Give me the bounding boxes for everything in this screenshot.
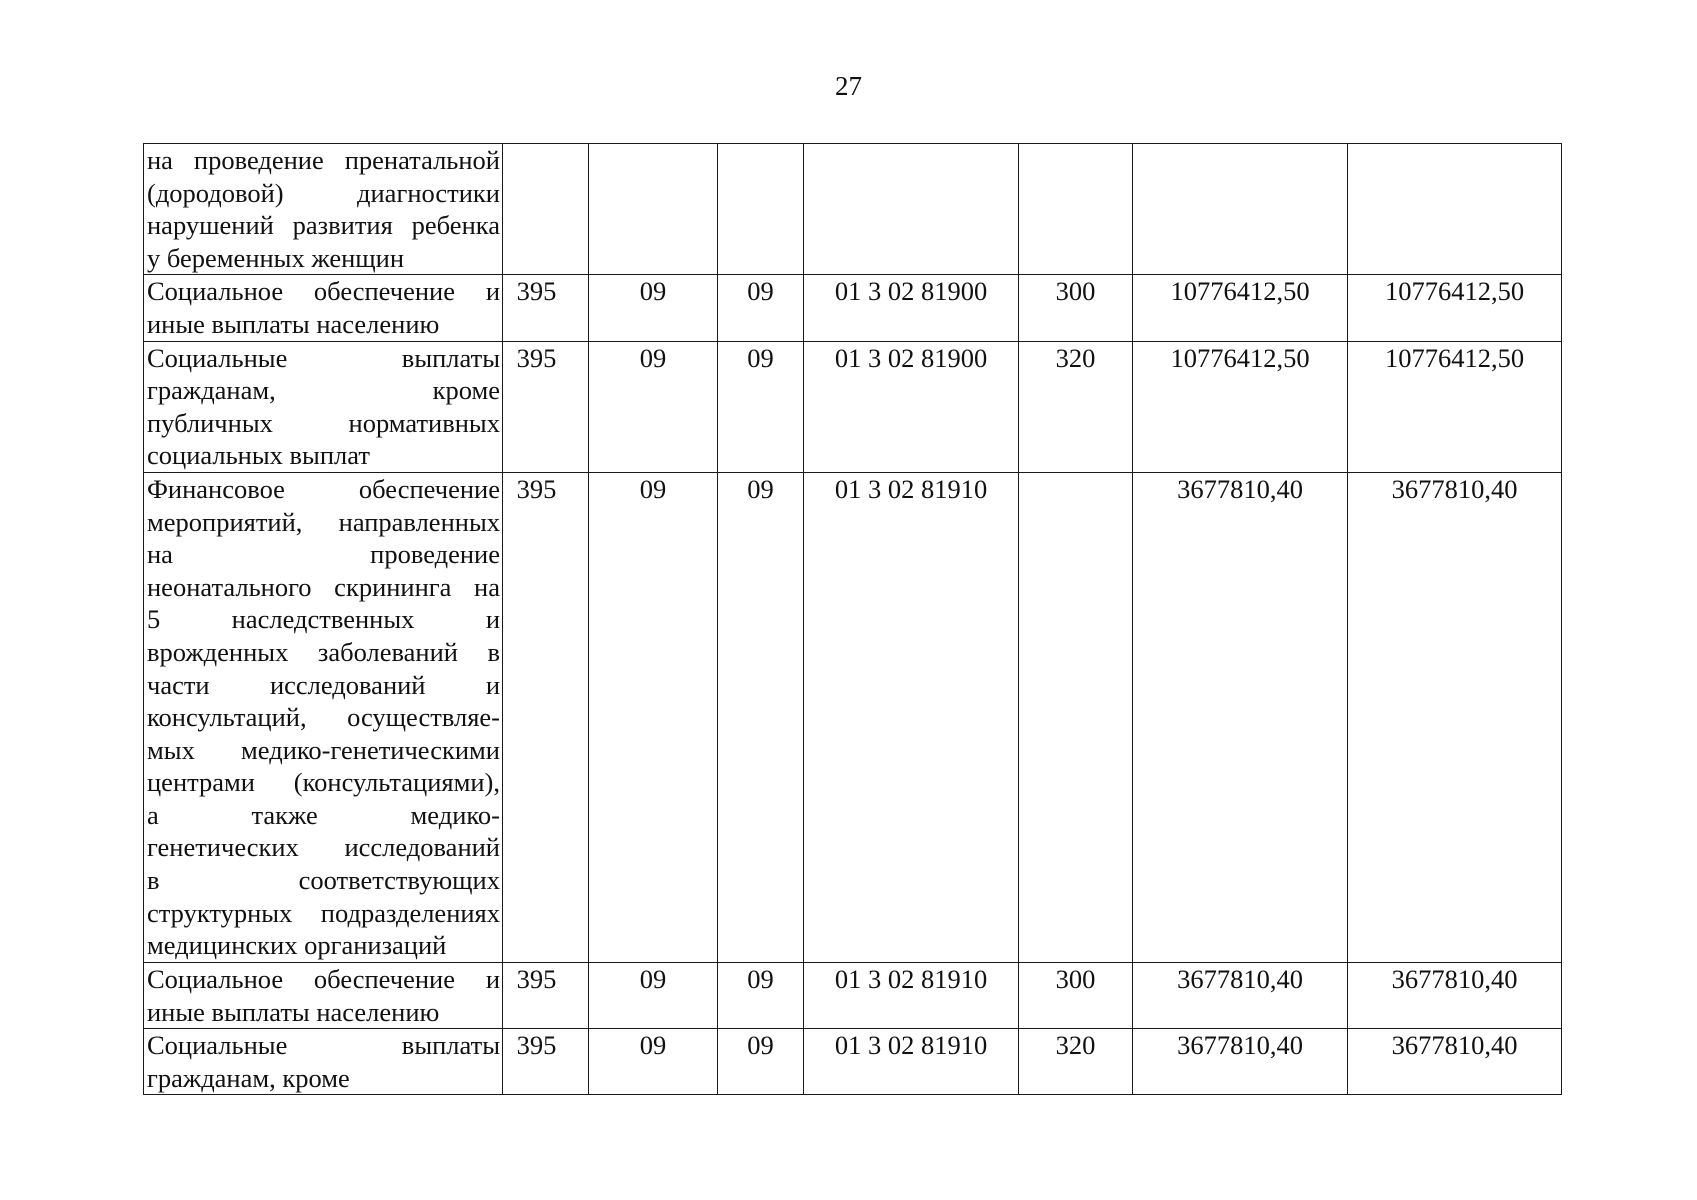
- table-row: [144, 1029, 1562, 1095]
- description-line: 5 наследственных и: [147, 604, 500, 635]
- description-line: неонатального скрининга на: [147, 571, 500, 602]
- target-article-cell: 01 3 02 81910: [804, 1029, 1019, 1095]
- expense-type-cell: [1019, 472, 1133, 962]
- amount-year2-cell: 10776412,50: [1348, 341, 1562, 472]
- description-line: иные выплаты населению: [147, 996, 440, 1027]
- table-row: [144, 275, 1562, 341]
- subsection-code-cell: [718, 144, 804, 275]
- description-line: на проведение пренатальной: [147, 145, 500, 175]
- description-line: генетических исследований: [147, 832, 500, 863]
- description-line: структурных подразделениях: [147, 897, 500, 928]
- amount-year1-cell: [1133, 144, 1348, 275]
- expense-type-cell: 300: [1019, 275, 1133, 341]
- page-number: 27: [835, 71, 862, 101]
- description-line: а также медико-: [147, 799, 500, 830]
- description-line: Социальные выплаты: [147, 1030, 500, 1061]
- expense-type-cell: 320: [1019, 1029, 1133, 1095]
- section-code-cell: 09: [589, 472, 718, 962]
- description-line: гражданам, кроме: [147, 1062, 350, 1093]
- row-description: [144, 275, 503, 341]
- row-description: [144, 144, 503, 275]
- amount-year2-cell: 10776412,50: [1348, 275, 1562, 341]
- description-line: (дородовой) диагностики: [147, 177, 500, 208]
- section-code-cell: 09: [589, 962, 718, 1028]
- target-article-cell: 01 3 02 81910: [804, 962, 1019, 1028]
- description-line: социальных выплат: [147, 440, 370, 471]
- description-line: медицинских организаций: [147, 930, 447, 961]
- description-line: Финансовое обеспечение: [147, 473, 500, 504]
- subsection-code-cell: 09: [718, 341, 804, 472]
- description-line: Социальные выплаты: [147, 342, 500, 373]
- ministry-code-cell: 395: [503, 341, 589, 472]
- subsection-code-cell: 09: [718, 472, 804, 962]
- row-description: [144, 341, 503, 472]
- subsection-code-cell: 09: [718, 962, 804, 1028]
- ministry-code-cell: [503, 144, 589, 275]
- description-line: врожденных заболеваний в: [147, 636, 500, 667]
- description-line: мероприятий, направленных: [147, 506, 500, 537]
- description-line: части исследований и: [147, 669, 500, 700]
- amount-year1-cell: 3677810,40: [1133, 472, 1348, 962]
- expense-type-cell: 300: [1019, 962, 1133, 1028]
- amount-year1-cell: 10776412,50: [1133, 275, 1348, 341]
- ministry-code-cell: 395: [503, 962, 589, 1028]
- description-line: консультаций, осуществляе-: [147, 702, 500, 733]
- row-description: [144, 472, 503, 962]
- target-article-cell: [804, 144, 1019, 275]
- amount-year2-cell: 3677810,40: [1348, 962, 1562, 1028]
- amount-year1-cell: 10776412,50: [1133, 341, 1348, 472]
- expense-type-cell: 320: [1019, 341, 1133, 472]
- section-code-cell: [589, 144, 718, 275]
- description-line: в соответствующих: [147, 865, 500, 896]
- table-row: [144, 962, 1562, 1028]
- budget-table: [143, 143, 1562, 1095]
- description-line: Социальное обеспечение и: [147, 963, 500, 994]
- row-description: [144, 1029, 503, 1095]
- expense-type-cell: [1019, 144, 1133, 275]
- table-body: [144, 144, 1562, 1095]
- description-line: иные выплаты населению: [147, 308, 440, 339]
- amount-year1-cell: 3677810,40: [1133, 962, 1348, 1028]
- description-line: на проведение: [147, 539, 500, 570]
- amount-year1-cell: 3677810,40: [1133, 1029, 1348, 1095]
- section-code-cell: 09: [589, 275, 718, 341]
- description-line: мых медико-генетическими: [147, 734, 500, 765]
- amount-year2-cell: 3677810,40: [1348, 472, 1562, 962]
- description-line: центрами (консультациями),: [147, 767, 500, 798]
- description-line: у беременных женщин: [147, 242, 405, 273]
- table-row: [144, 472, 1562, 962]
- ministry-code-cell: 395: [503, 1029, 589, 1095]
- row-description: [144, 962, 503, 1028]
- description-line: гражданам, кроме: [147, 375, 500, 406]
- target-article-cell: 01 3 02 81900: [804, 275, 1019, 341]
- ministry-code-cell: 395: [503, 472, 589, 962]
- section-code-cell: 09: [589, 1029, 718, 1095]
- description-line: публичных нормативных: [147, 407, 500, 438]
- target-article-cell: 01 3 02 81900: [804, 341, 1019, 472]
- table-row: [144, 341, 1562, 472]
- description-line: Социальное обеспечение и: [147, 276, 500, 307]
- description-line: нарушений развития ребенка: [147, 210, 500, 241]
- amount-year2-cell: [1348, 144, 1562, 275]
- ministry-code-cell: 395: [503, 275, 589, 341]
- table-row: [144, 144, 1562, 275]
- subsection-code-cell: 09: [718, 1029, 804, 1095]
- amount-year2-cell: 3677810,40: [1348, 1029, 1562, 1095]
- subsection-code-cell: 09: [718, 275, 804, 341]
- target-article-cell: 01 3 02 81910: [804, 472, 1019, 962]
- section-code-cell: 09: [589, 341, 718, 472]
